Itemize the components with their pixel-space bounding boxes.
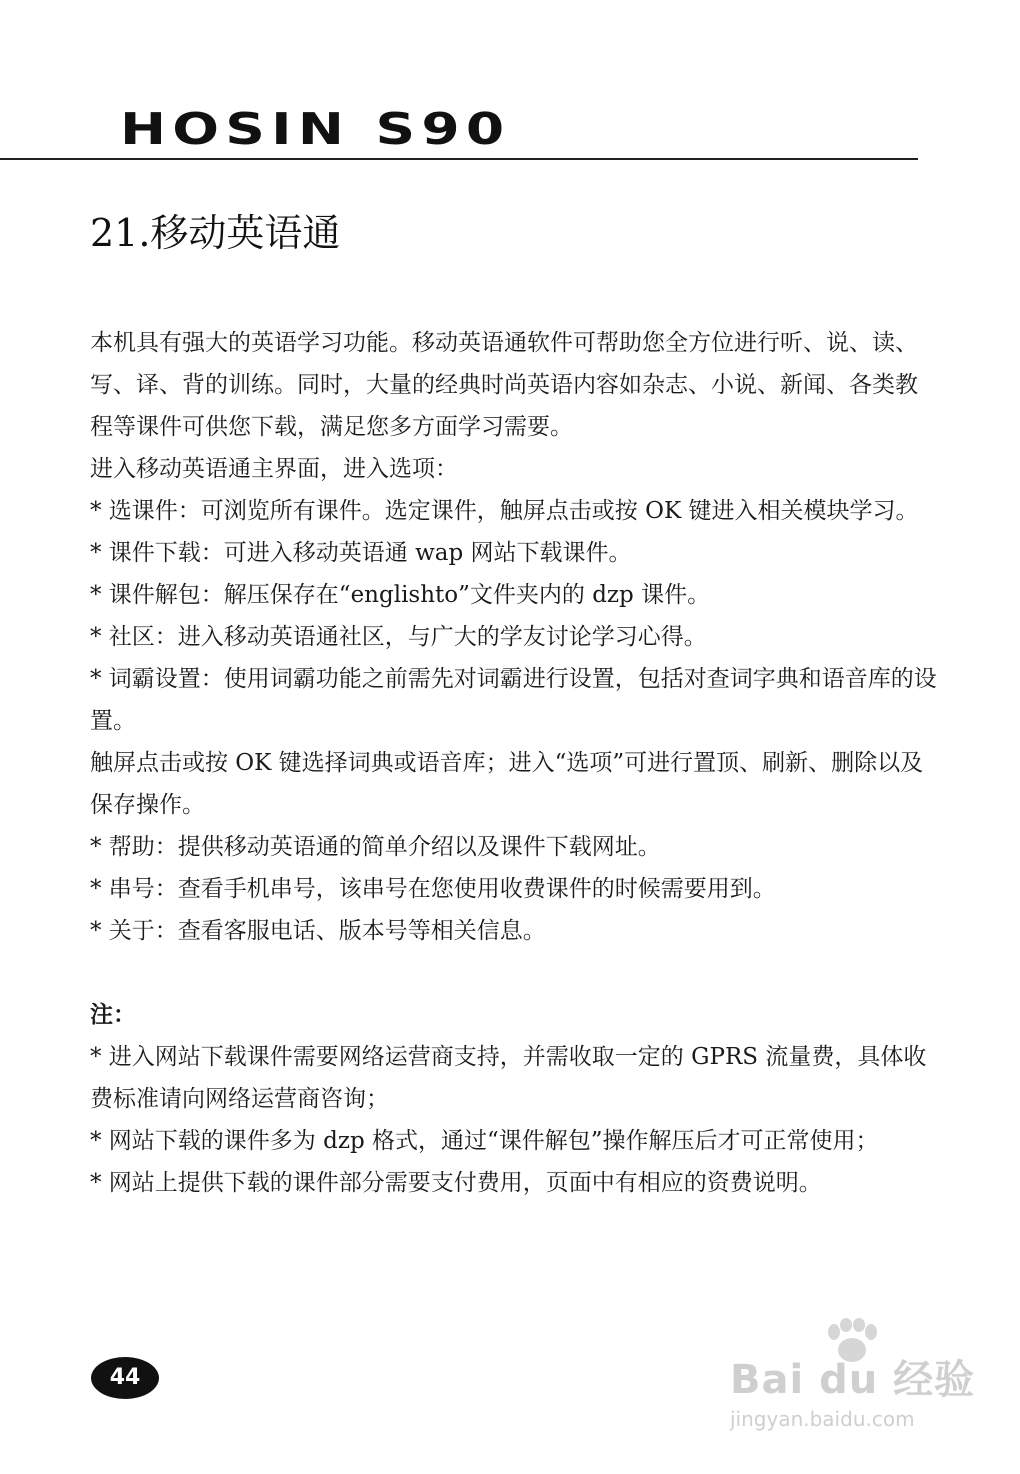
note-item: * 网站上提供下载的课件部分需要支付费用，页面中有相应的资费说明。 (90, 1170, 822, 1196)
watermark-text: Bai du 经验 (730, 1357, 976, 1403)
entry-paragraph: 进入移动英语通主界面，进入选项： (90, 456, 458, 482)
option-item: * 串号：查看手机串号，该串号在您使用收费课件的时候需要用到。 (90, 876, 776, 902)
brand-logo: HOSIN S90 (120, 104, 511, 155)
note-item: * 网站下载的课件多为 dzp 格式，通过“课件解包”操作解压后才可正常使用； (90, 1128, 879, 1154)
option-item: * 课件下载：可进入移动英语通 wap 网站下载课件。 (90, 540, 632, 566)
option-item: * 课件解包：解压保存在“englishto”文件夹内的 dzp 课件。 (90, 582, 711, 608)
chapter-title: 21.移动英语通 (90, 211, 341, 255)
section-gap (90, 952, 938, 994)
body-content (90, 322, 938, 1204)
option-item: * 帮助：提供移动英语通的简单介绍以及课件下载网址。 (90, 834, 661, 860)
option-item: * 关于：查看客服电话、版本号等相关信息。 (90, 918, 546, 944)
intro-paragraph: 本机具有强大的英语学习功能。移动英语通软件可帮助您全方位进行听、说、读、写、译、背的训练。同时，大量的经典时尚英语内容如杂志、小说、新闻、各类教程等课件可供您下载，满足您多方面学习需要。 (90, 330, 918, 440)
watermark (730, 1318, 976, 1438)
page-number-badge: 44 (91, 1357, 159, 1399)
option-item: * 社区：进入移动英语通社区，与广大的学友讨论学习心得。 (90, 624, 707, 650)
note-item: * 进入网站下载课件需要网络运营商支持，并需收取一定的 GPRS 流量费，具体收费标准请向网络运营商咨询； (90, 1044, 927, 1112)
header-divider (0, 158, 918, 160)
option-item: * 词霸设置：使用词霸功能之前需先对词霸进行设置，包括对查词字典和语音库的设置。 (90, 666, 937, 734)
notes-title: 注： (90, 1001, 136, 1028)
watermark-url: jingyan.baidu.com (730, 1407, 915, 1431)
dict-note-paragraph: 触屏点击或按 OK 键选择词典或语音库；进入“选项”可进行置顶、刷新、删除以及保存操作。 (90, 750, 924, 818)
option-item: * 选课件：可浏览所有课件。选定课件，触屏点击或按 OK 键进入相关模块学习。 (90, 498, 919, 524)
